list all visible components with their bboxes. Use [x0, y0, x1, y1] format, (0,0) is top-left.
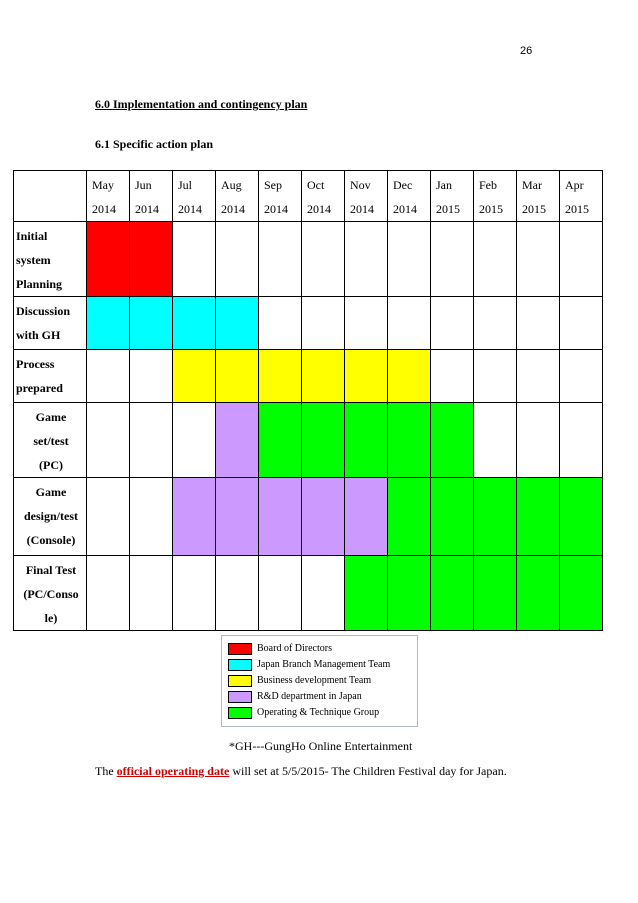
month-year: 2014: [135, 202, 159, 216]
month-year: 2014: [92, 202, 116, 216]
schedule-cell-empty: [345, 222, 388, 297]
task-label-line: (PC/Conso: [23, 587, 79, 601]
schedule-cell-green: [517, 478, 560, 556]
legend-item: [228, 657, 390, 672]
month-year: 2015: [522, 202, 546, 216]
schedule-cell-empty: [173, 556, 216, 631]
month-name: Dec: [393, 178, 413, 192]
schedule-cell-empty: [87, 350, 130, 403]
legend-swatch: [228, 707, 252, 719]
schedule-cell-yellow: [388, 350, 431, 403]
month-name: Nov: [350, 178, 371, 192]
schedule-cell-green: [345, 403, 388, 478]
schedule-cell-empty: [517, 350, 560, 403]
task-label: [14, 297, 87, 350]
action-plan-table: [13, 170, 603, 631]
month-name: Feb: [479, 178, 497, 192]
task-row: [14, 222, 603, 297]
task-label-line: prepared: [16, 381, 63, 395]
month-header: [87, 171, 130, 222]
schedule-cell-empty: [173, 222, 216, 297]
schedule-cell-empty: [130, 403, 173, 478]
schedule-cell-green: [345, 556, 388, 631]
month-header: [517, 171, 560, 222]
schedule-cell-empty: [87, 556, 130, 631]
schedule-cell-empty: [216, 222, 259, 297]
month-header-row: [14, 171, 603, 222]
month-header: [474, 171, 517, 222]
month-name: Aug: [221, 178, 242, 192]
schedule-cell-green: [474, 556, 517, 631]
schedule-cell-empty: [517, 222, 560, 297]
operating-date-statement: [95, 764, 507, 779]
legend-label: R&D department in Japan: [257, 691, 362, 702]
task-label-line: Game: [35, 485, 67, 499]
schedule-cell-empty: [345, 297, 388, 350]
schedule-cell-empty: [173, 403, 216, 478]
month-name: Jan: [436, 178, 452, 192]
task-label: [14, 478, 87, 556]
schedule-cell-empty: [388, 297, 431, 350]
legend-swatch: [228, 691, 252, 703]
schedule-cell-green: [388, 403, 431, 478]
task-row: [14, 350, 603, 403]
schedule-cell-yellow: [216, 350, 259, 403]
legend: [221, 635, 418, 727]
month-year: 2014: [350, 202, 374, 216]
task-label-line: le): [44, 611, 58, 625]
footnote: *GH---GungHo Online Entertainment: [229, 739, 413, 753]
legend-label: Japan Branch Management Team: [257, 659, 391, 670]
schedule-cell-empty: [517, 403, 560, 478]
schedule-cell-empty: [517, 297, 560, 350]
legend-swatch: [228, 675, 252, 687]
schedule-cell-green: [517, 556, 560, 631]
legend-swatch: [228, 643, 252, 655]
schedule-cell-green: [259, 403, 302, 478]
month-name: Mar: [522, 178, 542, 192]
schedule-cell-empty: [302, 297, 345, 350]
task-label-line: Initial: [16, 229, 48, 243]
task-label-line: design/test: [24, 509, 78, 523]
schedule-cell-green: [560, 556, 603, 631]
month-name: Sep: [264, 178, 282, 192]
schedule-cell-empty: [259, 222, 302, 297]
schedule-cell-empty: [474, 350, 517, 403]
schedule-cell-red: [87, 222, 130, 297]
schedule-cell-empty: [302, 222, 345, 297]
month-year: 2015: [436, 202, 460, 216]
month-header: [130, 171, 173, 222]
legend-swatch: [228, 659, 252, 671]
section-heading: 6.0 Implementation and contingency plan: [95, 97, 308, 111]
task-row: [14, 297, 603, 350]
task-label-line: Process: [16, 357, 55, 371]
month-header: [388, 171, 431, 222]
schedule-cell-cyan: [87, 297, 130, 350]
legend-label: Business development Team: [257, 675, 372, 686]
page-number: 26: [520, 45, 533, 57]
schedule-cell-yellow: [302, 350, 345, 403]
schedule-cell-cyan: [130, 297, 173, 350]
schedule-cell-empty: [560, 403, 603, 478]
task-row: [14, 403, 603, 478]
subsection-heading: 6.1 Specific action plan: [95, 137, 214, 151]
schedule-cell-empty: [259, 556, 302, 631]
month-header: [259, 171, 302, 222]
schedule-cell-empty: [259, 297, 302, 350]
schedule-cell-empty: [431, 297, 474, 350]
month-year: 2014: [178, 202, 202, 216]
task-row: [14, 556, 603, 631]
task-label-line: Final Test: [25, 563, 77, 577]
schedule-cell-empty: [87, 478, 130, 556]
schedule-cell-empty: [560, 297, 603, 350]
schedule-cell-empty: [388, 222, 431, 297]
task-label-line: Game: [35, 410, 67, 424]
month-name: May: [92, 178, 114, 192]
month-year: 2014: [264, 202, 288, 216]
month-header: [216, 171, 259, 222]
schedule-cell-empty: [130, 478, 173, 556]
month-name: Apr: [565, 178, 584, 192]
schedule-cell-green: [560, 478, 603, 556]
month-header: [173, 171, 216, 222]
task-label-line: Discussion: [16, 304, 71, 318]
statement-before: The: [95, 764, 117, 778]
statement-after: will set at 5/5/2015- The Children Festival day for Japan.: [229, 764, 507, 778]
month-header: [560, 171, 603, 222]
schedule-cell-red: [130, 222, 173, 297]
official-operating-date: official operating date: [116, 764, 230, 778]
schedule-cell-empty: [216, 556, 259, 631]
month-year: 2014: [221, 202, 245, 216]
task-label-line: with GH: [16, 328, 61, 342]
schedule-cell-purple: [216, 403, 259, 478]
month-header: [302, 171, 345, 222]
legend-item: [228, 673, 371, 688]
month-year: 2014: [307, 202, 331, 216]
schedule-cell-cyan: [216, 297, 259, 350]
corner-cell: [14, 171, 87, 222]
legend-item: [228, 705, 379, 720]
task-label: [14, 222, 87, 297]
schedule-cell-yellow: [345, 350, 388, 403]
task-label-line: (PC): [39, 458, 63, 472]
schedule-cell-empty: [87, 403, 130, 478]
schedule-cell-purple: [173, 478, 216, 556]
task-label-line: (Console): [26, 533, 76, 547]
schedule-cell-yellow: [259, 350, 302, 403]
schedule-cell-empty: [130, 350, 173, 403]
schedule-cell-empty: [431, 222, 474, 297]
month-header: [431, 171, 474, 222]
task-label: [14, 350, 87, 403]
schedule-cell-green: [431, 556, 474, 631]
task-label: [14, 403, 87, 478]
schedule-cell-purple: [345, 478, 388, 556]
month-year: 2015: [565, 202, 589, 216]
month-name: Jul: [178, 178, 193, 192]
schedule-cell-green: [302, 403, 345, 478]
month-header: [345, 171, 388, 222]
schedule-cell-empty: [474, 297, 517, 350]
schedule-cell-purple: [259, 478, 302, 556]
legend-item: [228, 689, 362, 704]
schedule-cell-empty: [560, 222, 603, 297]
month-name: Oct: [307, 178, 325, 192]
legend-label: Operating & Technique Group: [257, 707, 380, 718]
schedule-cell-empty: [560, 350, 603, 403]
schedule-cell-purple: [216, 478, 259, 556]
month-year: 2015: [479, 202, 503, 216]
legend-item: [228, 641, 332, 656]
month-name: Jun: [135, 178, 152, 192]
schedule-cell-green: [431, 478, 474, 556]
schedule-cell-empty: [474, 403, 517, 478]
month-year: 2014: [393, 202, 417, 216]
schedule-cell-purple: [302, 478, 345, 556]
schedule-cell-green: [431, 403, 474, 478]
schedule-cell-empty: [130, 556, 173, 631]
schedule-cell-empty: [431, 350, 474, 403]
schedule-cell-cyan: [173, 297, 216, 350]
schedule-cell-green: [388, 556, 431, 631]
task-label-line: set/test: [33, 434, 69, 448]
schedule-cell-yellow: [173, 350, 216, 403]
schedule-cell-empty: [474, 222, 517, 297]
task-label-line: system: [16, 253, 51, 267]
task-row: [14, 478, 603, 556]
schedule-cell-empty: [302, 556, 345, 631]
schedule-cell-green: [474, 478, 517, 556]
schedule-cell-green: [388, 478, 431, 556]
task-label-line: Planning: [16, 277, 63, 291]
legend-label: Board of Directors: [257, 643, 332, 654]
task-label: [14, 556, 87, 631]
